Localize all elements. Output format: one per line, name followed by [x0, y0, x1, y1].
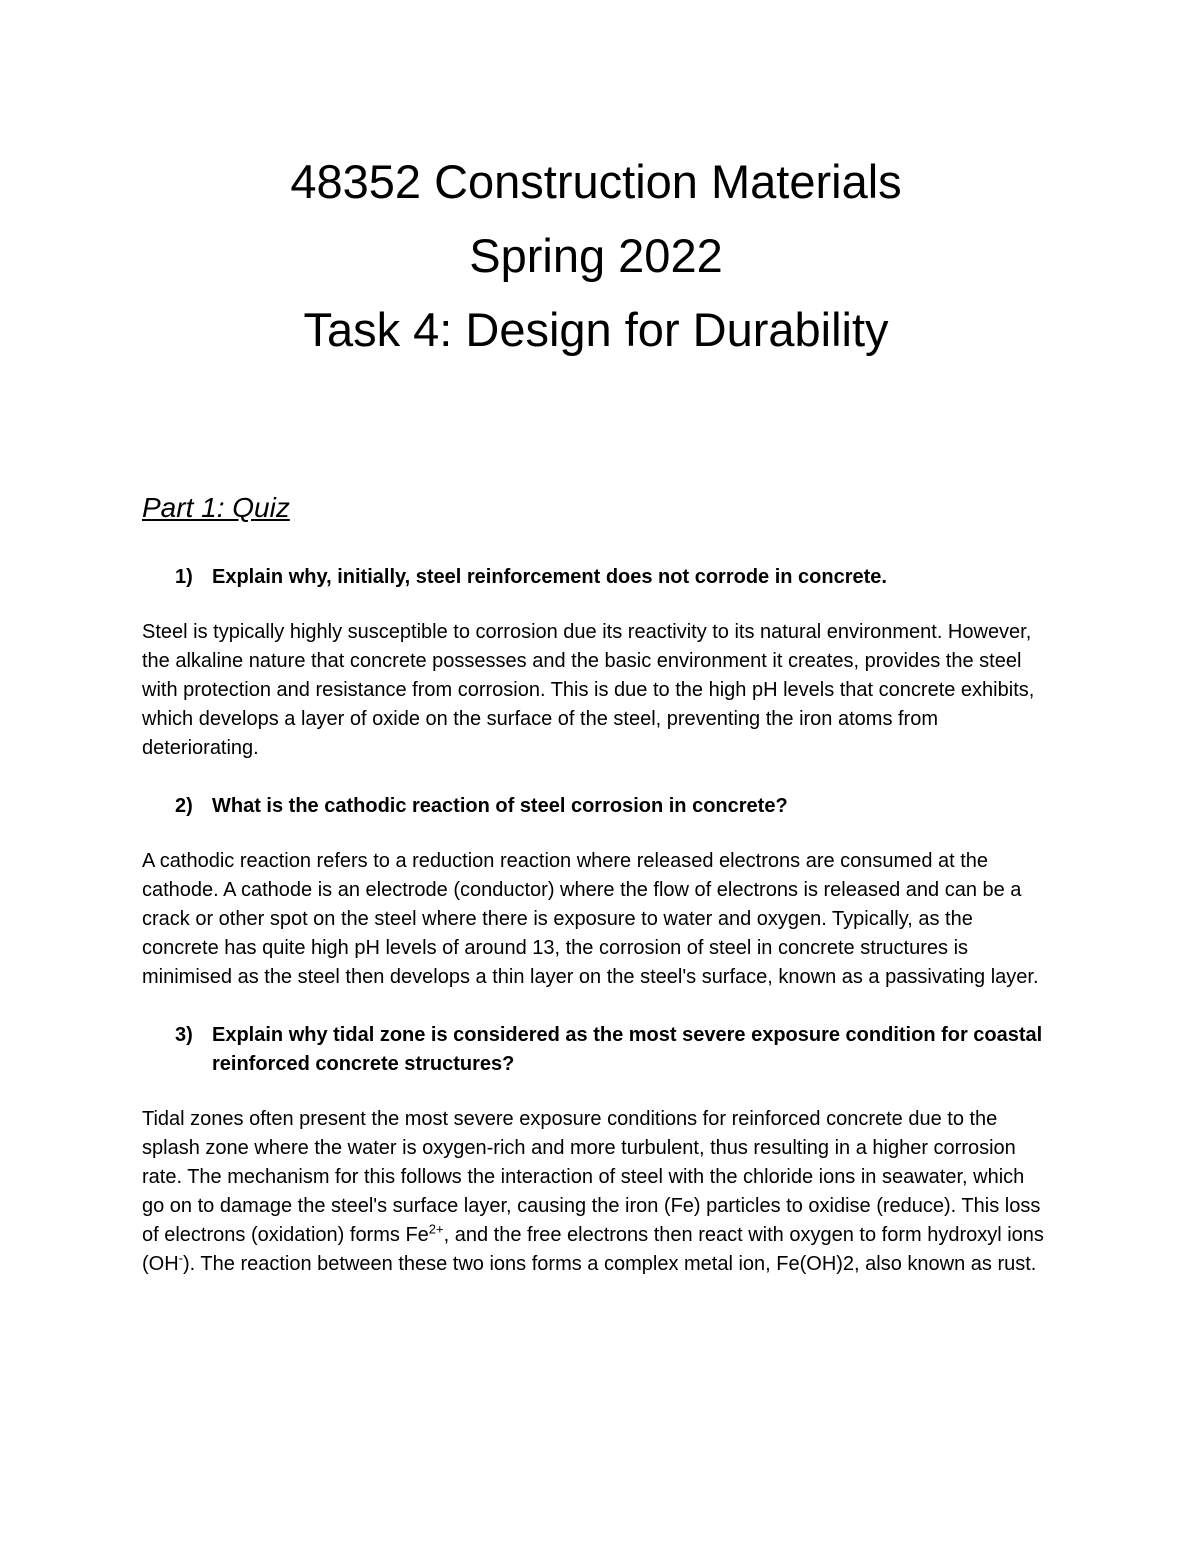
iron-ion-charge: 2+ — [428, 1221, 444, 1237]
semester-title: Spring 2022 — [469, 229, 723, 282]
question-text: Explain why, initially, steel reinforcement does not corrode in concrete. — [212, 566, 887, 588]
answer-2: A cathodic reaction refers to a reduction reaction where released electrons are consumed at the cathode. A cathode is an electrode (conductor) where the flow of electrons is released and can be a crack or other spot on the steel where there is exposure to water and oxygen. Typically, as the concrete has quite high pH levels of around 13, the corrosion of steel in concrete structures is minimised as the steel then develops a thin layer on the steel's surface, known as a passivating layer. — [142, 850, 1039, 988]
question-number: 2) — [175, 795, 193, 817]
question-3 — [142, 1021, 1050, 1079]
question-number: 1) — [175, 566, 193, 588]
answer-3-text-3: ). The reaction between these two ions forms a complex metal ion, Fe(OH)2, also known as rust. — [183, 1253, 1037, 1275]
question-text: What is the cathodic reaction of steel corrosion in concrete? — [212, 795, 788, 817]
answer-1: Steel is typically highly susceptible to corrosion due its reactivity to its natural environment. However, the alkaline nature that concrete possesses and the basic environment it creates, provides the steel with protection and resistance from corrosion. This is due to the high pH levels that concrete exhibits, which develops a layer of oxide on the surface of the steel, preventing the iron atoms from deteriorating. — [142, 621, 1035, 759]
question-2 — [142, 792, 1050, 821]
question-text: Explain why tidal zone is considered as the most severe exposure condition for coastal reinforced concrete structures? — [212, 1024, 1043, 1075]
answer-3-text-2: , and the free electrons then react with oxygen to form hydroxyl ions (OH — [142, 1224, 1044, 1275]
task-title: Task 4: Design for Durability — [303, 303, 889, 356]
question-1 — [142, 563, 1050, 592]
question-number: 3) — [175, 1024, 193, 1046]
title-block — [142, 0, 1050, 367]
answer-3-text-1: Tidal zones often present the most severe exposure conditions for reinforced concrete due to the splash zone where the water is oxygen-rich and more turbulent, thus resulting in a higher corrosion rate. The mechanism for this follows the interaction of steel with the chloride ions in seawater, which go on to damage the steel's surface layer, causing the iron (Fe) particles to oxidise (reduce). This loss of electrons (oxidation) forms Fe — [142, 1108, 1041, 1246]
answer-3 — [142, 1105, 1050, 1279]
part1-heading: Part 1: Quiz — [142, 492, 290, 523]
hydroxyl-ion-charge: - — [178, 1250, 184, 1266]
course-title: 48352 Construction Materials — [290, 155, 902, 208]
